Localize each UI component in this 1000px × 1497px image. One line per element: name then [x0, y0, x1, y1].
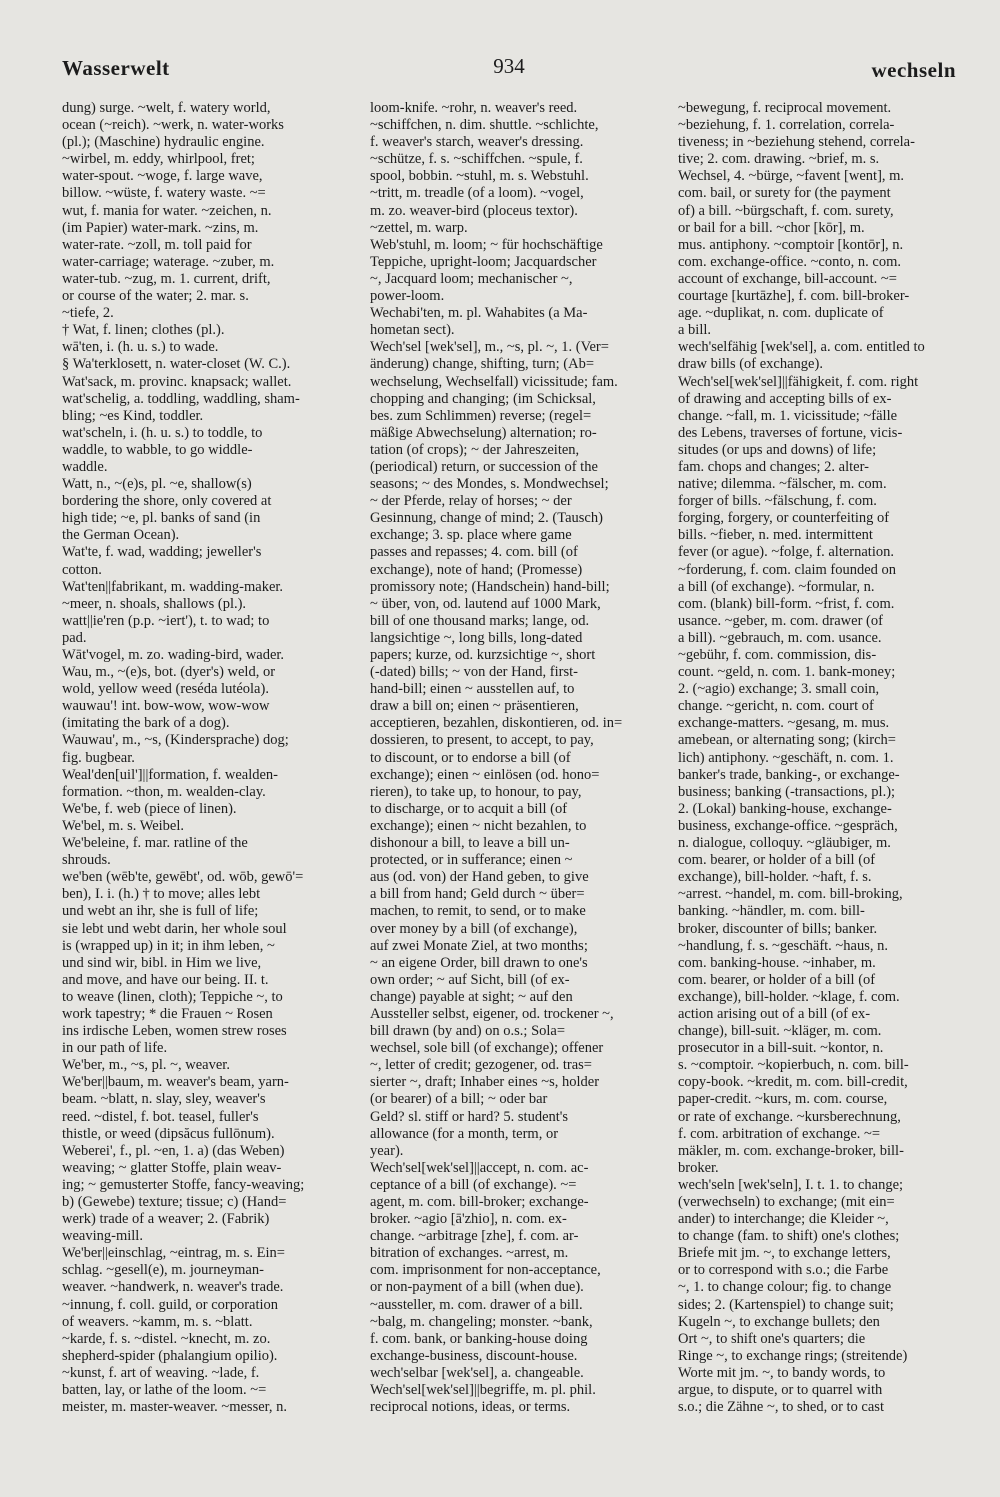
dictionary-line: 2. (~agio) exchange; 3. small coin,	[678, 681, 880, 698]
dictionary-line: m. zo. weaver-bird (ploceus textor).	[370, 202, 578, 219]
dictionary-line: pad.	[62, 629, 87, 646]
dictionary-line: tation (of crops); ~ der Jahreszeiten,	[370, 441, 580, 458]
dictionary-line: cotton.	[62, 561, 102, 578]
dictionary-column-right	[678, 100, 956, 1430]
dictionary-line: 2. (Lokal) banking-house, exchange-	[678, 800, 892, 817]
dictionary-line: change), bill-suit. ~kläger, m. com.	[678, 1023, 882, 1040]
dictionary-line: age. ~duplikat, n. com. duplicate of	[678, 305, 884, 322]
dictionary-line: water-tub. ~zug, m. 1. current, drift,	[62, 270, 271, 287]
dictionary-line: prosecutor in a bill-suit. ~kontor, n.	[678, 1040, 884, 1057]
dictionary-line: ~, letter of credit; gezogener, od. tras=	[370, 1057, 592, 1074]
dictionary-line: water-rate. ~zoll, m. toll paid for	[62, 236, 252, 253]
dictionary-line: We'bel, m. s. Weibel.	[62, 817, 185, 834]
dictionary-line: ~bewegung, f. reciprocal movement.	[678, 100, 892, 116]
dictionary-line: com. bearer, or holder of a bill (of	[678, 971, 876, 988]
dictionary-line: We'ber||einschlag, ~eintrag, m. s. Ein=	[62, 1245, 285, 1262]
dictionary-line: ~forderung, f. com. claim founded on	[678, 561, 897, 578]
dictionary-line: bordering the shore, only covered at	[62, 493, 272, 510]
dictionary-line: lich) antiphony. ~geschäft, n. com. 1.	[678, 749, 894, 766]
dictionary-line: to change (fam. to shift) one's clothes;	[678, 1228, 900, 1245]
dictionary-line: amebean, or alternating song; (kirch=	[678, 732, 896, 749]
dictionary-line: ~tritt, m. treadle (of a loom). ~vogel,	[370, 185, 584, 202]
dictionary-line: action arising out of a bill (of ex-	[678, 1005, 871, 1022]
dictionary-line: ~ an eigene Order, bill drawn to one's	[370, 954, 588, 971]
dictionary-line: sides; 2. (Kartenspiel) to change suit;	[678, 1296, 894, 1313]
dictionary-line: spool, bobbin. ~stuhl, m. s. Webstuhl.	[370, 168, 589, 185]
dictionary-line: or bail for a bill. ~chor [kōr], m.	[678, 219, 865, 236]
dictionary-line: weaving; ~ glatter Stoffe, plain weav-	[62, 1159, 282, 1176]
dictionary-line: mäkler, m. com. exchange-broker, bill-	[678, 1142, 904, 1159]
dictionary-line: a bill.	[678, 322, 712, 339]
dictionary-line: copy-book. ~kredit, m. com. bill-credit,	[678, 1074, 908, 1091]
dictionary-line: forging, forgery, or counterfeiting of	[678, 510, 890, 527]
dictionary-line: fam. chops and changes; 2. alter-	[678, 458, 869, 475]
dictionary-line: account of exchange, bill-account. ~=	[678, 270, 897, 287]
dictionary-line: wech'seln [wek'seln], I. t. 1. to change;	[678, 1176, 904, 1193]
dictionary-line: rieren), to take up, to honour, to pay,	[370, 783, 582, 800]
dictionary-line: or to correspond with s.o.; die Farbe	[678, 1262, 889, 1279]
dictionary-line: of drawing and accepting bills of ex-	[678, 390, 892, 407]
dictionary-line: power-loom.	[370, 288, 445, 305]
dictionary-line: dishonour a bill, to leave a bill un-	[370, 835, 570, 852]
dictionary-line: banking. ~händler, m. com. bill-	[678, 903, 865, 920]
dictionary-line: ~schiffchen, n. dim. shuttle. ~schlichte,	[370, 117, 599, 134]
dictionary-line: Wauwau', m., ~s, (Kindersprache) dog;	[62, 732, 289, 749]
dictionary-line: agent, m. com. bill-broker; exchange-	[370, 1194, 589, 1210]
dictionary-line: over money by a bill (of exchange),	[370, 920, 578, 937]
dictionary-line: ins irdische Leben, women strew roses	[62, 1023, 287, 1040]
dictionary-line: f. weaver's starch, weaver's dressing.	[370, 134, 584, 151]
dictionary-line: (pl.); (Maschine) hydraulic engine.	[62, 134, 265, 151]
dictionary-line: mus. antiphony. ~comptoir [kontōr], n.	[678, 236, 904, 253]
dictionary-line: We'ber||baum, m. weaver's beam, yarn-	[62, 1074, 289, 1091]
dictionary-line: fig. bugbear.	[62, 749, 135, 766]
dictionary-line: bill of one thousand marks; lange, od.	[370, 612, 590, 629]
dictionary-line: Wech'sel [wek'sel], m., ~s, pl. ~, 1. (Ver=	[370, 339, 609, 356]
dictionary-line: We'beleine, f. mar. ratline of the	[62, 835, 248, 852]
dictionary-line: s.o.; die Zähne ~, to shed, or to cast	[678, 1399, 884, 1416]
dictionary-line: ~kunst, f. art of weaving. ~lade, f.	[62, 1364, 260, 1381]
dictionary-line: year).	[370, 1142, 404, 1159]
dictionary-line: com. exchange-office. ~conto, n. com.	[678, 253, 901, 270]
dictionary-line: exchange; 3. sp. place where game	[370, 527, 572, 544]
dictionary-line: paper-credit. ~kurs, m. com. course,	[678, 1091, 888, 1108]
dictionary-line: ~arrest. ~handel, m. com. bill-broking,	[678, 886, 903, 903]
dictionary-line: weaving-mill.	[62, 1228, 143, 1245]
dictionary-line: a bill). ~gebrauch, m. com. usance.	[678, 629, 882, 646]
dictionary-line: § Wa'terklosett, n. water-closet (W. C.).	[62, 356, 291, 373]
dictionary-line: ~beziehung, f. 1. correlation, correla-	[678, 117, 895, 134]
dictionary-line: business, exchange-office. ~gespräch,	[678, 817, 898, 834]
dictionary-line: werk) trade of a weaver; 2. (Fabrik)	[62, 1211, 270, 1228]
dictionary-line: aus (od. von) der Hand geben, to give	[370, 869, 589, 886]
dictionary-line: dung) surge. ~welt, f. watery world,	[62, 100, 271, 116]
dictionary-line: (verwechseln) to exchange; (mit ein=	[678, 1194, 895, 1210]
dictionary-line: or non-payment of a bill (when due).	[370, 1279, 584, 1296]
dictionary-line: ocean (~reich). ~werk, n. water-works	[62, 117, 284, 134]
dictionary-line: Wechabi'ten, m. pl. Wahabites (a Ma-	[370, 305, 588, 322]
dictionary-line: of) a bill. ~bürgschaft, f. com. surety,	[678, 202, 894, 219]
dictionary-line: a bill from hand; Geld durch ~ über=	[370, 886, 585, 903]
dictionary-line: reciprocal notions, ideas, or terms.	[370, 1399, 571, 1416]
dictionary-line: or course of the water; 2. mar. s.	[62, 288, 249, 305]
dictionary-line: beam. ~blatt, n. slay, sley, weaver's	[62, 1091, 266, 1108]
page-header	[62, 52, 956, 86]
dictionary-line: wauwau'! int. bow-wow, wow-wow	[62, 698, 270, 715]
dictionary-line: wat'schelig, a. toddling, waddling, sham-	[62, 390, 300, 407]
dictionary-line: waddle.	[62, 458, 108, 475]
dictionary-line: broker. ~agio [ā'zhio], n. com. ex-	[370, 1211, 567, 1228]
dictionary-line: machen, to remit, to send, or to make	[370, 903, 586, 920]
dictionary-line: draw bills (of exchange).	[678, 356, 823, 373]
dictionary-line: exchange), note of hand; (Promesse)	[370, 561, 583, 578]
dictionary-line: forger of bills. ~fälschung, f. com.	[678, 493, 877, 510]
dictionary-line: exchange), bill-holder. ~klage, f. com.	[678, 988, 900, 1005]
dictionary-line: ~aussteller, m. com. drawer of a bill.	[370, 1296, 583, 1313]
dictionary-line: Geld? sl. stiff or hard? 5. student's	[370, 1108, 569, 1125]
dictionary-line: Aussteller selbst, eigener, od. trockener ~,	[370, 1005, 614, 1022]
dictionary-line: Wat'ten||fabrikant, m. wadding-maker.	[62, 578, 284, 595]
dictionary-line: schlag. ~gesell(e), m. journeyman-	[62, 1262, 264, 1279]
dictionary-line: tiveness; in ~beziehung stehend, correla-	[678, 134, 915, 151]
dictionary-line: to discharge, or to acquit a bill (of	[370, 800, 568, 817]
dictionary-line: exchange); einen ~ nicht bezahlen, to	[370, 817, 587, 834]
dictionary-line: ~ der Pferde, relay of horses; ~ der	[370, 493, 572, 510]
dictionary-line: Worte mit jm. ~, to bandy words, to	[678, 1364, 886, 1381]
dictionary-line: bling; ~es Kind, toddler.	[62, 407, 204, 424]
dictionary-line: high tide; ~e, pl. banks of sand (in	[62, 510, 261, 527]
dictionary-line: change. ~fall, m. 1. vicissitude; ~fälle	[678, 407, 898, 424]
dictionary-line: work tapestry; * die Frauen ~ Rosen	[62, 1005, 273, 1022]
dictionary-line: ~karde, f. s. ~distel. ~knecht, m. zo.	[62, 1330, 271, 1347]
dictionary-line: bills. ~fieber, n. med. intermittent	[678, 527, 873, 544]
dictionary-line: tive; 2. com. drawing. ~brief, m. s.	[678, 151, 880, 168]
dictionary-line: weaver. ~handwerk, n. weaver's trade.	[62, 1279, 284, 1296]
dictionary-line: auf zwei Monate Ziel, at two months;	[370, 937, 588, 954]
dictionary-line: protected, or in sufferance; einen ~	[370, 852, 573, 869]
dictionary-line: com. (blank) bill-form. ~frist, f. com.	[678, 595, 895, 612]
dictionary-line: wold, yellow weed (reséda lutéola).	[62, 681, 269, 698]
dictionary-line: wechsel, sole bill (of exchange); offener	[370, 1040, 604, 1057]
dictionary-line: s. ~comptoir. ~kopierbuch, n. com. bill-	[678, 1057, 909, 1074]
dictionary-line: passes and repasses; 4. com. bill (of	[370, 544, 578, 561]
dictionary-line: ~innung, f. coll. guild, or corporation	[62, 1296, 279, 1313]
dictionary-line: Watt, n., ~(e)s, pl. ~e, shallow(s)	[62, 476, 252, 493]
dictionary-line: Ringe ~, to exchange rings; (streitende)	[678, 1347, 908, 1364]
dictionary-line: (im Papier) water-mark. ~zins, m.	[62, 219, 259, 236]
dictionary-line: count. ~geld, n. com. 1. bank-money;	[678, 664, 896, 681]
dictionary-line: loom-knife. ~rohr, n. weaver's reed.	[370, 100, 578, 116]
dictionary-line: in our path of life.	[62, 1040, 168, 1057]
dictionary-line: courtage [kurtāzhe], f. com. bill-broker-	[678, 288, 910, 305]
dictionary-line: Wau, m., ~(e)s, bot. (dyer's) weld, or	[62, 664, 276, 681]
dictionary-line: f. com. bank, or banking-house doing	[370, 1330, 588, 1347]
dictionary-line: papers; kurze, od. kurzsichtige ~, short	[370, 647, 596, 663]
dictionary-line: (-dated) bills; ~ von der Hand, first-	[370, 664, 578, 681]
dictionary-line: ~wirbel, m. eddy, whirlpool, fret;	[62, 151, 255, 168]
dictionary-line: ~schütze, f. s. ~schiffchen. ~spule, f.	[370, 151, 583, 168]
dictionary-line: ~, Jacquard loom; mechanischer ~,	[370, 270, 573, 287]
dictionary-line: shrouds.	[62, 852, 111, 869]
dictionary-line: bitration of exchanges. ~arrest, m.	[370, 1245, 569, 1262]
dictionary-line: change) payable at sight; ~ auf den	[370, 988, 573, 1005]
dictionary-line: bill drawn (by and) on o.s.; Sola=	[370, 1023, 566, 1040]
dictionary-line: to weave (linen, cloth); Teppiche ~, to	[62, 988, 283, 1005]
page-number: 934	[493, 54, 525, 78]
dictionary-line: of weavers. ~kamm, m. s. ~blatt.	[62, 1313, 253, 1330]
dictionary-line: exchange); einen ~ einlösen (od. hono=	[370, 766, 600, 783]
dictionary-line: wat'scheln, i. (h. u. s.) to toddle, to	[62, 424, 263, 441]
dictionary-line: und sind wir, bibl. in Him we live,	[62, 954, 262, 971]
dictionary-line: hand-bill; einen ~ ausstellen auf, to	[370, 681, 575, 698]
dictionary-line: ben), I. i. (h.) † to move; alles lebt	[62, 886, 261, 903]
dictionary-line: wechselung, Wechselfall) vicissitude; fam.	[370, 373, 618, 390]
dictionary-line: des Lebens, traverses of fortune, vicis-	[678, 424, 903, 441]
dictionary-line: We'be, f. web (piece of linen).	[62, 800, 237, 817]
dictionary-line: ~gebühr, f. com. commission, dis-	[678, 647, 877, 663]
dictionary-line: reed. ~distel, f. bot. teasel, fuller's	[62, 1108, 259, 1125]
dictionary-line: (imitating the bark of a dog).	[62, 715, 230, 732]
dictionary-line: Wat'sack, m. provinc. knapsack; wallet.	[62, 373, 292, 390]
dictionary-line: Wat'te, f. wad, wadding; jeweller's	[62, 544, 262, 561]
dictionary-line: Web'stuhl, m. loom; ~ für hochschäftige	[370, 236, 603, 253]
dictionary-line: Teppiche, upright-loom; Jacquardscher	[370, 253, 597, 270]
dictionary-line: (or bearer) of a bill; ~ oder bar	[370, 1091, 548, 1108]
dictionary-line: Wech'sel[wek'sel]||begriffe, m. pl. phil.	[370, 1382, 596, 1399]
dictionary-line: exchange-business, discount-house.	[370, 1347, 578, 1364]
dictionary-line: ~meer, n. shoals, shallows (pl.).	[62, 595, 247, 612]
dictionary-line: fever (or ague). ~folge, f. alternation.	[678, 544, 894, 561]
dictionary-line: formation. ~thon, m. wealden-clay.	[62, 783, 266, 800]
dictionary-line: dossieren, to present, to accept, to pay,	[370, 732, 594, 749]
dictionary-line: Wāt'vogel, m. zo. wading-bird, wader.	[62, 647, 285, 663]
dictionary-line: Ort ~, to shift one's quarters; die	[678, 1330, 866, 1347]
dictionary-line: usance. ~geber, m. com. drawer (of	[678, 612, 883, 629]
dictionary-line: shepherd-spider (phalangium opilio).	[62, 1347, 278, 1364]
dictionary-line: meister, m. master-weaver. ~messer, n.	[62, 1399, 288, 1416]
dictionary-line: langsichtige ~, long bills, long-dated	[370, 629, 583, 646]
dictionary-line: com. banking-house. ~inhaber, m.	[678, 954, 876, 971]
dictionary-line: we'ben (wēb'te, gewēbt', od. wōb, gewō'=	[62, 869, 304, 886]
dictionary-column-left	[62, 100, 345, 1430]
dictionary-line: ~ über, von, od. lautend auf 1000 Mark,	[370, 595, 601, 612]
dictionary-line: watt||ie'ren (p.p. ~iert'), t. to wad; to	[62, 612, 270, 629]
dictionary-line: change. ~gericht, n. com. court of	[678, 698, 874, 715]
dictionary-line: wā'ten, i. (h. u. s.) to wade.	[62, 339, 219, 356]
dictionary-line: own order; ~ auf Sicht, bill (of ex-	[370, 971, 570, 988]
dictionary-line: argue, to dispute, or to quarrel with	[678, 1382, 883, 1399]
dictionary-line: wech'selfähig [wek'sel], a. com. entitled to	[678, 339, 925, 356]
dictionary-line: batten, lay, or lathe of the loom. ~=	[62, 1382, 267, 1399]
dictionary-line: Wech'sel[wek'sel]||accept, n. com. ac-	[370, 1159, 589, 1176]
dictionary-line: a bill (of exchange). ~formular, n.	[678, 578, 875, 595]
dictionary-line: † Wat, f. linen; clothes (pl.).	[62, 322, 225, 339]
dictionary-line: com. bearer, or holder of a bill (of	[678, 852, 876, 869]
dictionary-line: Briefe mit jm. ~, to exchange letters,	[678, 1245, 891, 1262]
dictionary-line: water-carriage; waterage. ~zuber, m.	[62, 253, 275, 270]
dictionary-line: mäßige Abwechselung) alternation; ro-	[370, 424, 597, 441]
dictionary-line: Wech'sel[wek'sel]||fähigkeit, f. com. right	[678, 373, 919, 390]
dictionary-line: com. imprisonment for non-acceptance,	[370, 1262, 601, 1279]
dictionary-line: Gesinnung, change of mind; 2. (Tausch)	[370, 510, 603, 527]
dictionary-line: (periodical) return, or succession of the	[370, 458, 598, 475]
dictionary-line: b) (Gewebe) texture; tissue; c) (Hand=	[62, 1194, 287, 1210]
dictionary-line: Kugeln ~, to exchange bullets; den	[678, 1313, 880, 1330]
dictionary-line: acceptieren, bezahlen, diskontieren, od. in=	[370, 715, 623, 732]
dictionary-line: situdes (or ups and downs) of life;	[678, 441, 877, 458]
dictionary-line: Weal'den[uil']||formation, f. wealden-	[62, 766, 278, 783]
dictionary-line: ~, 1. to change colour; fig. to change	[678, 1279, 892, 1296]
dictionary-line: exchange), bill-holder. ~haft, f. s.	[678, 869, 872, 886]
dictionary-line: is (wrapped up) in it; in ihm leben, ~	[62, 937, 275, 954]
dictionary-line: seasons; ~ des Mondes, s. Mondwechsel;	[370, 476, 609, 493]
dictionary-line: ander) to interchange; die Kleider ~,	[678, 1211, 889, 1228]
dictionary-line: thistle, or weed (dipsăcus fullōnum).	[62, 1125, 275, 1142]
dictionary-line: und webt an ihr, she is full of life;	[62, 903, 259, 920]
dictionary-line: allowance (for a month, term, or	[370, 1125, 559, 1142]
dictionary-line: bes. zum Schlimmen) reverse; (regel=	[370, 407, 592, 424]
dictionary-line: ing; ~ gemusterter Stoffe, fancy-weaving;	[62, 1176, 305, 1193]
dictionary-line: Wechsel, 4. ~bürge, ~favent [went], m.	[678, 168, 905, 185]
dictionary-column-middle	[370, 100, 652, 1430]
dictionary-line: promissory note; (Handschein) hand-bill;	[370, 578, 610, 595]
dictionary-line: f. com. arbitration of exchange. ~=	[678, 1125, 881, 1142]
dictionary-line: water-spout. ~woge, f. large wave,	[62, 168, 263, 185]
dictionary-line: We'ber, m., ~s, pl. ~, weaver.	[62, 1057, 230, 1074]
dictionary-line: ceptance of a bill (of exchange). ~=	[370, 1176, 577, 1193]
dictionary-line: draw a bill on; einen ~ präsentieren,	[370, 698, 579, 715]
dictionary-line: com. bail, or surety for (the payment	[678, 185, 891, 202]
dictionary-line: change. ~arbitrage [zhe], f. com. ar-	[370, 1228, 579, 1245]
dictionary-line: wech'selbar [wek'sel], a. changeable.	[370, 1364, 584, 1381]
dictionary-line: sie lebt und webt darin, her whole soul	[62, 920, 287, 937]
dictionary-line: broker, discounter of bills; banker.	[678, 920, 878, 937]
dictionary-line: änderung) change, shifting, turn; (Ab=	[370, 356, 595, 373]
dictionary-line: ~tiefe, 2.	[62, 305, 114, 322]
dictionary-line: exchange-matters. ~gesang, m. mus.	[678, 715, 890, 732]
dictionary-line: or rate of exchange. ~kursberechnung,	[678, 1108, 901, 1125]
dictionary-line: billow. ~wüste, f. watery waste. ~=	[62, 185, 266, 202]
dictionary-line: hometan sect).	[370, 322, 455, 339]
dictionary-line: waddle, to wabble, to go widdle-	[62, 441, 253, 458]
dictionary-line: banker's trade, banking-, or exchange-	[678, 766, 900, 783]
dictionary-line: to discount, or to endorse a bill (of	[370, 749, 571, 766]
dictionary-line: sierter ~, draft; Inhaber eines ~s, holder	[370, 1074, 600, 1091]
dictionary-line: broker.	[678, 1159, 719, 1176]
dictionary-line: n. dialogue, colloquy. ~gläubiger, m.	[678, 835, 891, 852]
dictionary-line: and move, and have our being. II. t.	[62, 971, 269, 988]
dictionary-line: chopping and changing; (im Schicksal,	[370, 390, 596, 407]
running-head-right: wechseln	[871, 58, 956, 82]
dictionary-line: business; banking (-transactions, pl.);	[678, 783, 896, 800]
dictionary-line: ~zettel, m. warp.	[370, 219, 468, 236]
running-head-left: Wasserwelt	[62, 56, 170, 80]
dictionary-line: the German Ocean).	[62, 527, 180, 544]
dictionary-line: Weberei', f., pl. ~en, 1. a) (das Weben)	[62, 1142, 285, 1159]
dictionary-line: ~balg, m. changeling; monster. ~bank,	[370, 1313, 593, 1330]
dictionary-line: native; dilemma. ~fälscher, m. com.	[678, 476, 887, 493]
dictionary-line: wut, f. mania for water. ~zeichen, n.	[62, 202, 272, 219]
dictionary-line: ~handlung, f. s. ~geschäft. ~haus, n.	[678, 937, 888, 954]
